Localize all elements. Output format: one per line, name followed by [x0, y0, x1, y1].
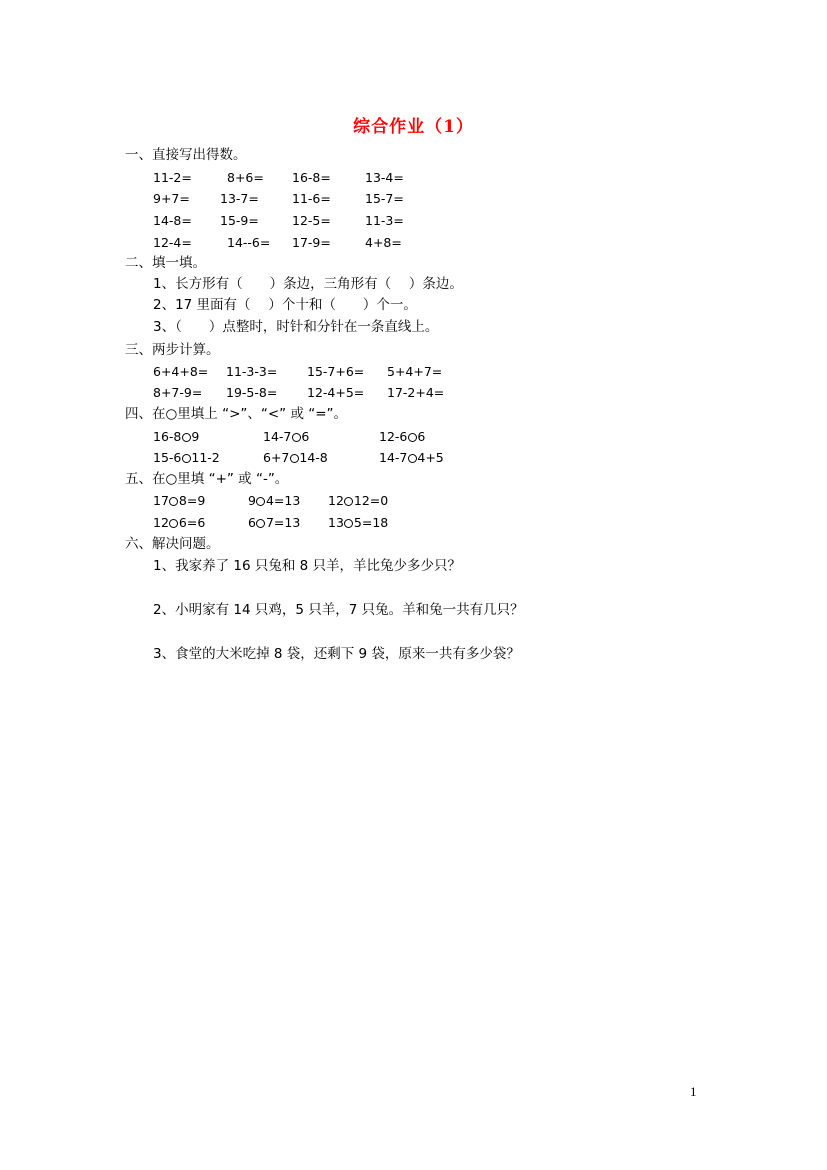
- s1-problem: 17-9=: [292, 235, 331, 250]
- left-operand: 14-7: [263, 429, 292, 444]
- right-operand: 14-8: [299, 450, 328, 465]
- page-number: 1: [690, 1084, 697, 1099]
- blank-circle-icon[interactable]: [169, 497, 178, 506]
- left-operand: 17: [153, 493, 169, 508]
- s4-compare: [263, 428, 309, 446]
- s5-operator: [153, 514, 205, 532]
- s3-problem: 6+4+8=: [153, 364, 209, 379]
- section4-heading: 四、在○里填上 “>”、“<” 或 “=”。: [125, 406, 348, 422]
- s4-compare: [153, 428, 199, 446]
- s3-problem: 12-4+5=: [307, 385, 365, 400]
- s6-word-problem: 3、食堂的大米吃掉 8 袋，还剩下 9 袋，原来一共有多少袋？: [153, 646, 520, 662]
- left-operand: 12: [153, 515, 169, 530]
- left-operand: 6+7: [263, 450, 290, 465]
- s1-problem: 14--6=: [227, 235, 271, 250]
- s1-problem: 11-3=: [365, 213, 404, 228]
- left-operand: 9: [248, 493, 256, 508]
- right-operand: 11-2: [191, 450, 220, 465]
- right-side: 4=13: [265, 493, 301, 508]
- right-operand: 9: [191, 429, 200, 444]
- s6-word-problem: 2、小明家有 14 只鸡，5 只羊，7 只兔。羊和兔一共有几只？: [153, 602, 524, 618]
- worksheet-title: 综合作业（1）: [353, 117, 474, 137]
- s5-operator: [248, 514, 300, 532]
- right-side: 5=18: [353, 515, 389, 530]
- s1-problem: 15-9=: [220, 213, 259, 228]
- s4-compare: [263, 449, 328, 467]
- blank-circle-icon[interactable]: [344, 519, 353, 528]
- s2-question: 1、长方形有（ ）条边，三角形有（ ）条边。: [153, 276, 463, 292]
- s1-problem: 8+6=: [227, 170, 264, 185]
- left-operand: 6: [248, 515, 256, 530]
- s5-operator: [328, 492, 388, 510]
- blank-circle-icon[interactable]: [344, 497, 353, 506]
- blank-circle-icon[interactable]: [256, 519, 265, 528]
- s4-compare: [379, 449, 444, 467]
- s5-operator: [153, 492, 205, 510]
- right-side: 7=13: [265, 515, 301, 530]
- section2-heading: 二、填一填。: [125, 255, 206, 271]
- blank-circle-icon[interactable]: [182, 454, 191, 463]
- right-operand: 6: [301, 429, 310, 444]
- s1-problem: 12-5=: [292, 213, 331, 228]
- right-side: 12=0: [353, 493, 389, 508]
- section1-heading: 一、直接写出得数。: [125, 147, 247, 163]
- s1-problem: 14-8=: [153, 213, 192, 228]
- section5-heading: 五、在○里填 “+” 或 “-”。: [125, 471, 289, 487]
- left-operand: 12-6: [379, 429, 408, 444]
- blank-circle-icon[interactable]: [256, 497, 265, 506]
- s1-problem: 15-7=: [365, 191, 404, 206]
- s4-compare: [153, 449, 220, 467]
- s1-problem: 13-4=: [365, 170, 404, 185]
- blank-circle-icon[interactable]: [408, 433, 417, 442]
- s1-problem: 4+8=: [365, 235, 402, 250]
- right-operand: 4+5: [417, 450, 444, 465]
- left-operand: 15-6: [153, 450, 182, 465]
- blank-circle-icon[interactable]: [182, 433, 191, 442]
- right-side: 6=6: [178, 515, 206, 530]
- s4-compare: [379, 428, 425, 446]
- s1-problem: 11-2=: [153, 170, 192, 185]
- s5-operator: [248, 492, 300, 510]
- blank-circle-icon[interactable]: [169, 519, 178, 528]
- right-side: 8=9: [178, 493, 206, 508]
- left-operand: 16-8: [153, 429, 182, 444]
- s5-operator: [328, 514, 388, 532]
- s3-problem: 5+4+7=: [387, 364, 443, 379]
- blank-circle-icon[interactable]: [408, 454, 417, 463]
- section3-heading: 三、两步计算。: [125, 342, 220, 358]
- s3-problem: 11-3-3=: [226, 364, 278, 379]
- s1-problem: 16-8=: [292, 170, 331, 185]
- right-operand: 6: [417, 429, 426, 444]
- section6-heading: 六、解决问题。: [125, 536, 220, 552]
- left-operand: 12: [328, 493, 344, 508]
- s3-problem: 15-7+6=: [307, 364, 365, 379]
- s3-problem: 19-5-8=: [226, 385, 278, 400]
- s1-problem: 12-4=: [153, 235, 192, 250]
- s1-problem: 13-7=: [220, 191, 259, 206]
- blank-circle-icon[interactable]: [292, 433, 301, 442]
- left-operand: 14-7: [379, 450, 408, 465]
- s6-word-problem: 1、我家养了 16 只兔和 8 只羊，羊比兔少多少只？: [153, 558, 462, 574]
- s3-problem: 17-2+4=: [387, 385, 445, 400]
- blank-circle-icon[interactable]: [290, 454, 299, 463]
- s1-problem: 11-6=: [292, 191, 331, 206]
- s1-problem: 9+7=: [153, 191, 190, 206]
- s2-question: 3、（ ）点整时，时针和分针在一条直线上。: [153, 319, 439, 335]
- left-operand: 13: [328, 515, 344, 530]
- s2-question: 2、17 里面有（ ）个十和（ ）个一。: [153, 297, 417, 313]
- s3-problem: 8+7-9=: [153, 385, 203, 400]
